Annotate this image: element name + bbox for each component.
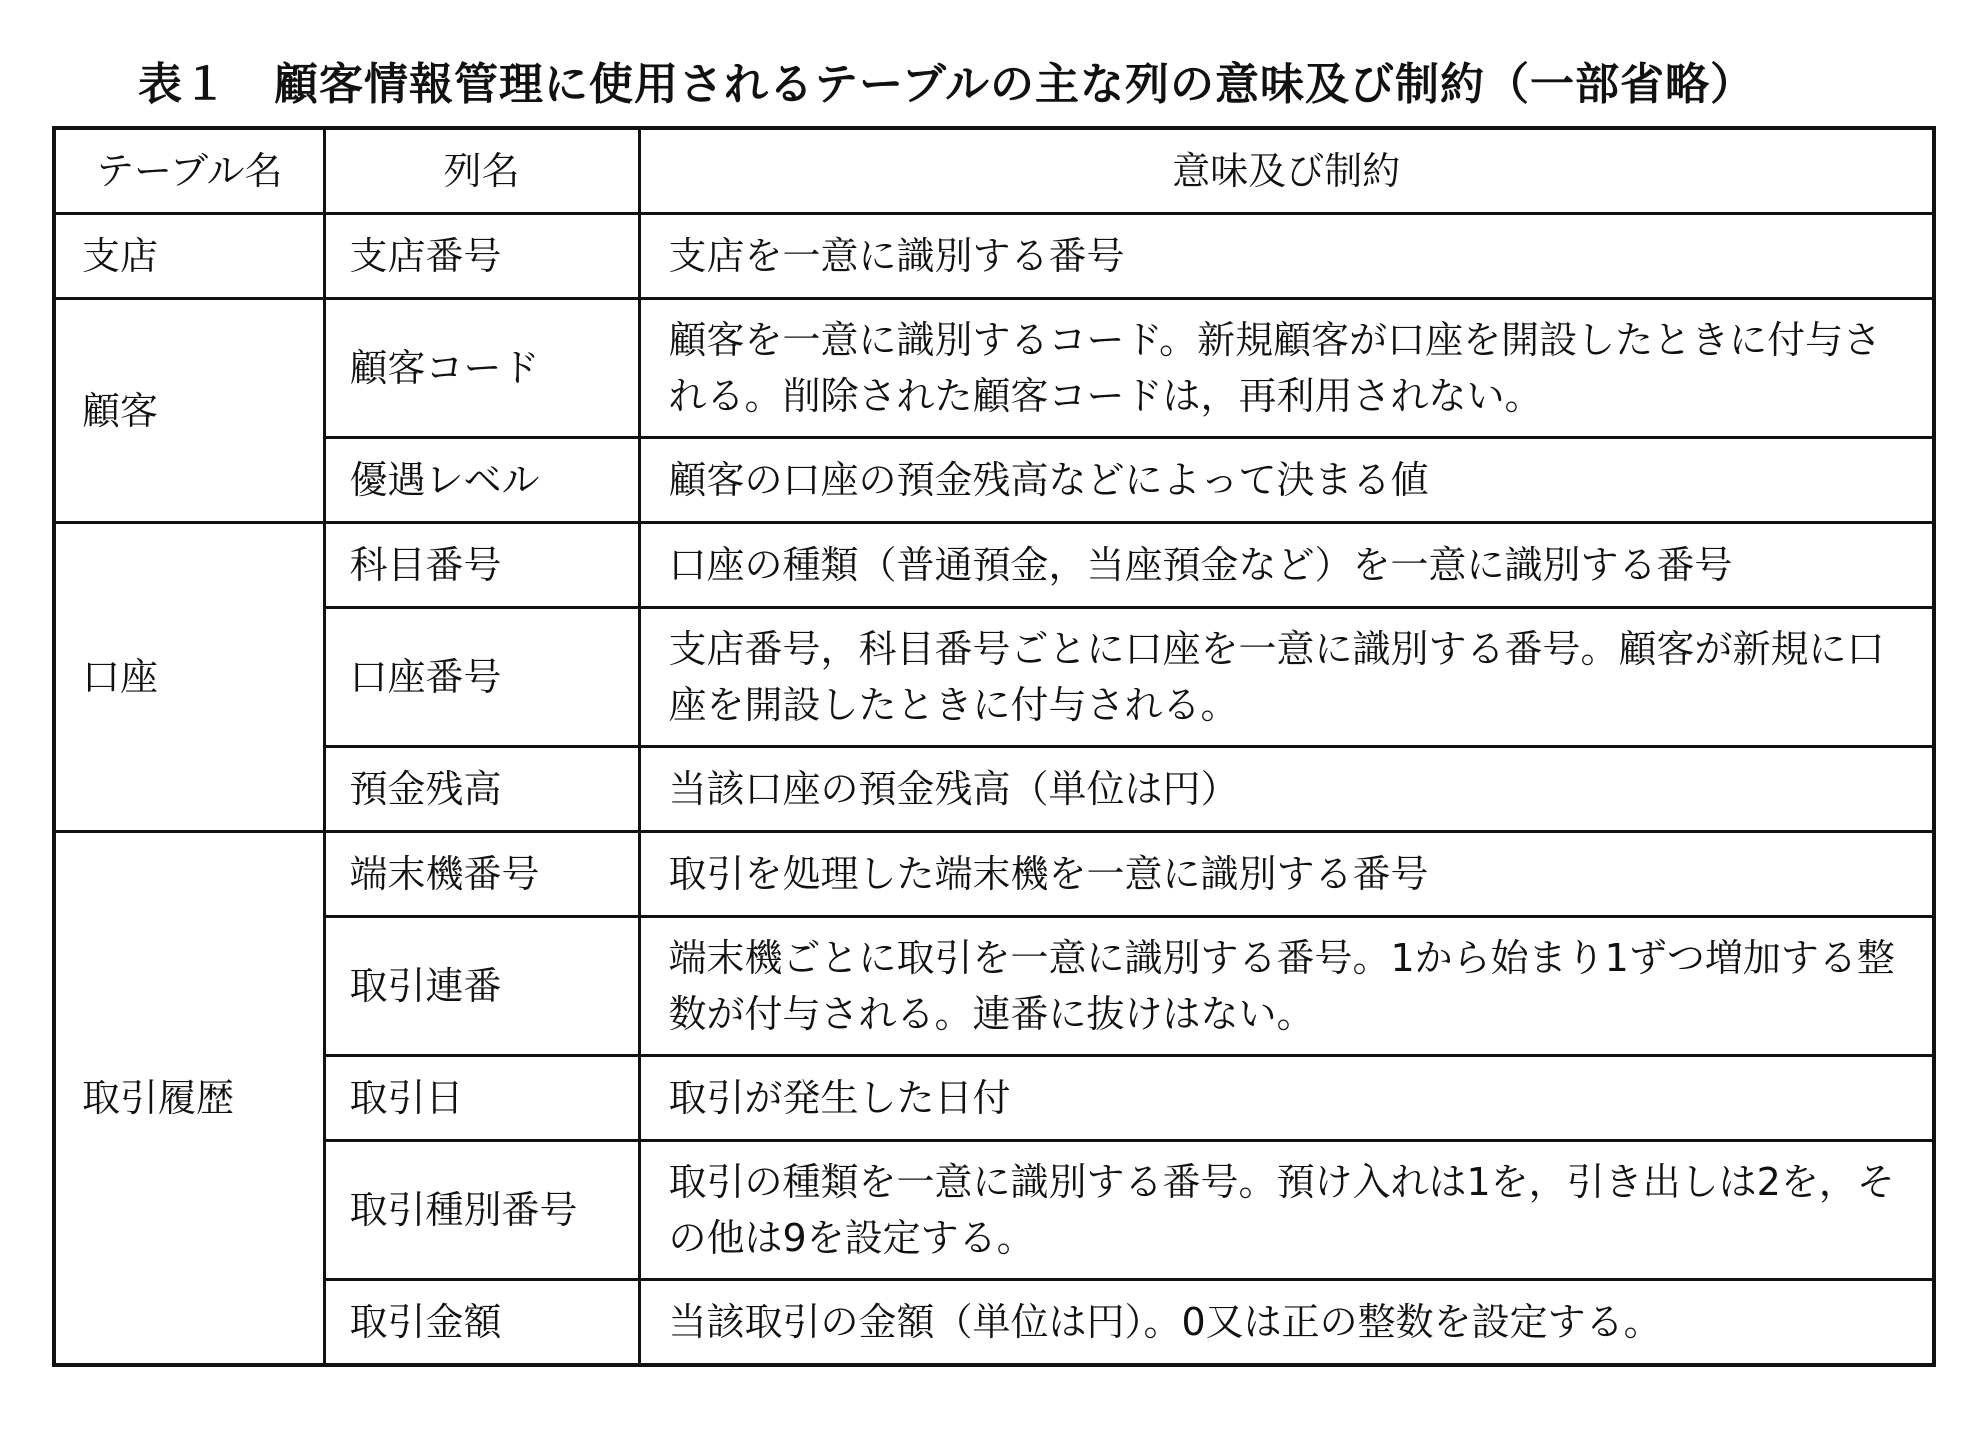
meaning-cell: 支店番号，科目番号ごとに口座を一意に識別する番号。顧客が新規に口座を開設したときに付与される。: [639, 608, 1934, 747]
table-row: [54, 1141, 1934, 1280]
meaning-cell: 口座の種類（普通預金，当座預金など）を一意に識別する番号: [639, 523, 1934, 608]
column-name-cell: 取引日: [324, 1056, 639, 1141]
column-name-cell: 取引連番: [324, 917, 639, 1056]
meaning-cell: 端末機ごとに取引を一意に識別する番号。1から始まり1ずつ増加する整数が付与される。連番に抜けはない。: [639, 917, 1934, 1056]
meaning-cell: 当該取引の金額（単位は円）。0又は正の整数を設定する。: [639, 1280, 1934, 1366]
column-spec-table: [52, 126, 1936, 1367]
column-name-cell: 顧客コード: [324, 299, 639, 438]
meaning-cell: 顧客を一意に識別するコード。新規顧客が口座を開設したときに付与される。削除された顧客コードは，再利用されない。: [639, 299, 1934, 438]
header-table-name: テーブル名: [54, 128, 324, 214]
table-name-cell: 顧客: [54, 299, 324, 523]
column-name-cell: 口座番号: [324, 608, 639, 747]
column-name-cell: 支店番号: [324, 214, 639, 299]
table-row: [54, 1280, 1934, 1366]
table-row: [54, 608, 1934, 747]
table-row: [54, 832, 1934, 917]
table-row: [54, 299, 1934, 438]
column-name-cell: 優遇レベル: [324, 438, 639, 523]
table-name-cell: 支店: [54, 214, 324, 299]
meaning-cell: 支店を一意に識別する番号: [639, 214, 1934, 299]
column-name-cell: 端末機番号: [324, 832, 639, 917]
column-name-cell: 取引種別番号: [324, 1141, 639, 1280]
column-name-cell: 科目番号: [324, 523, 639, 608]
meaning-cell: 取引が発生した日付: [639, 1056, 1934, 1141]
table-row: [54, 438, 1934, 523]
meaning-cell: 当該口座の預金残高（単位は円）: [639, 747, 1934, 832]
column-name-cell: 預金残高: [324, 747, 639, 832]
table-caption: [138, 48, 1755, 112]
meaning-cell: 顧客の口座の預金残高などによって決まる値: [639, 438, 1934, 523]
table-row: [54, 1056, 1934, 1141]
meaning-cell: 取引を処理した端末機を一意に識別する番号: [639, 832, 1934, 917]
table-row: [54, 523, 1934, 608]
caption-title: 顧客情報管理に使用されるテーブルの主な列の意味及び制約（一部省略）: [274, 59, 1756, 110]
table-row: [54, 747, 1934, 832]
header-row: [54, 128, 1934, 214]
header-column-name: 列名: [324, 128, 639, 214]
table-row: [54, 214, 1934, 299]
meaning-cell: 取引の種類を一意に識別する番号。預け入れは1を，引き出しは2を，その他は9を設定する。: [639, 1141, 1934, 1280]
column-name-cell: 取引金額: [324, 1280, 639, 1366]
table-row: [54, 917, 1934, 1056]
header-meaning: 意味及び制約: [639, 128, 1934, 214]
table-name-cell: 口座: [54, 523, 324, 832]
table-name-cell: 取引履歴: [54, 832, 324, 1366]
caption-label: 表１: [138, 59, 228, 110]
